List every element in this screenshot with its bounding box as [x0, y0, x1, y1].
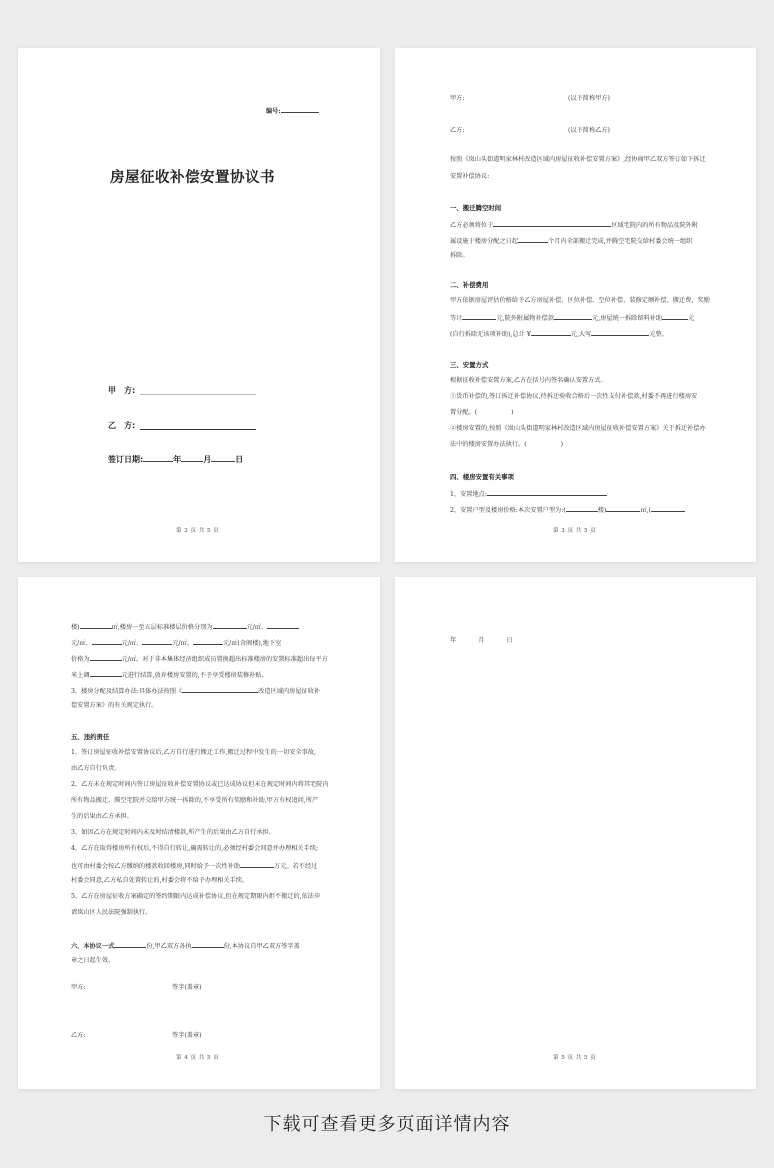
blank	[92, 637, 122, 645]
date-line	[450, 636, 513, 645]
s2-l2-a: 等计	[450, 315, 463, 322]
sign-party-a: 甲方:	[71, 984, 86, 991]
s3-line-1: 根据征收补偿安置方案,乙方在括号内签名确认安置方式。	[450, 377, 607, 384]
s3-l3-a: 置分配。(	[450, 409, 478, 416]
s4-l2-b: 楼)	[597, 507, 607, 514]
s3-line-3	[450, 408, 514, 417]
p3-line-3	[71, 653, 328, 664]
s5-line-9: 村委会同意,乙方私自处置转让的,村委会将不给予办理相关手续。	[71, 877, 249, 884]
p3-l1-a: 楼)	[71, 624, 80, 631]
s3-l5-b: )	[560, 441, 564, 448]
blank	[606, 504, 640, 512]
party-b-label: 乙 方:	[108, 421, 136, 430]
blank	[240, 860, 274, 868]
s5-line-6: 3、如因乙方在规定时间内未及时结清楼款,所产生的后果由乙方自行承担。	[71, 829, 275, 836]
blank	[662, 312, 688, 320]
intro-line-2: 安置补偿协议:	[450, 173, 490, 180]
month-blank	[181, 453, 203, 462]
blank	[114, 940, 146, 948]
month-label: 月	[203, 455, 212, 464]
s3-line-2: ①货币补偿的,签订拆迁补偿协议,待拆迁验收合格后一次性支付补偿款,村委不再进行楼房安	[450, 393, 698, 400]
s1-line-3: 拆除。	[450, 252, 469, 259]
s5-line-10: 5、乙方在房屋征收方案确定的签约期限内达成补偿协议,但在规定期限内拒不搬迁的,依法申	[71, 893, 321, 900]
p3-line-4	[71, 669, 268, 680]
s4-line-2	[450, 504, 685, 515]
blank	[531, 328, 571, 336]
agreement-page-4	[18, 577, 380, 1089]
p3-l4-a: 米上调	[71, 672, 90, 679]
blank	[90, 669, 122, 677]
year-label: 年	[450, 637, 457, 644]
s5-line-2: 由乙方自行负责。	[71, 765, 121, 772]
blank	[554, 312, 592, 320]
year-blank	[143, 453, 173, 462]
blank	[651, 504, 685, 512]
s5-line-4: 所有物品搬迁、腾空宅院并交给甲方统一拆除的,不享受所有奖励和补助,甲方有权追问,所产	[71, 797, 319, 804]
month-label: 月	[478, 637, 485, 644]
s2-l3-b: 元,大写	[570, 331, 592, 338]
s2-l3-c: 元整。	[649, 331, 668, 338]
sign-party-a-label: 签字(盖章)	[172, 984, 202, 991]
s2-l2-d: 元	[688, 315, 695, 322]
p3-l2-b: 元/㎡、	[121, 640, 143, 647]
section-3-title: 三、安置方式	[450, 361, 489, 369]
blank	[213, 621, 247, 629]
document-title: 房屋征收补偿安置协议书	[110, 170, 275, 186]
s2-l2-b: 元,院外附属物补偿款	[496, 315, 555, 322]
s3-l5-a: 法中的楼房安置办法执行。(	[450, 441, 527, 448]
day-blank	[211, 453, 235, 462]
s1-l2-b: 个月内全部搬迁完成,并腾空宅院交给村委会统一组织	[548, 238, 693, 245]
s4-l1: 1、安置地点:	[450, 491, 487, 498]
day-label: 日	[235, 455, 244, 464]
agreement-page-3	[395, 48, 756, 562]
p3-l3-a: 价格为	[71, 656, 90, 663]
party-b-line	[140, 429, 256, 430]
s5-l8-b: 万元。若不经过	[274, 863, 318, 870]
section-2-title: 二、补偿费用	[450, 281, 489, 289]
s6-c: 份,本协议自甲乙双方签字盖	[223, 943, 300, 950]
blank	[182, 685, 258, 693]
s6-line-1	[71, 940, 300, 951]
intro-line-1: 按照《岚山头街道明家林村改造区域内房屋征收补偿安置方案》,经协商甲乙双方签订如下拆迁	[450, 156, 706, 163]
party-a-label: 甲 方:	[108, 386, 136, 395]
s3-line-5	[450, 440, 563, 449]
s4-l2-a: 2、安置户型及楼房价格:本次安置户型为:(	[450, 507, 566, 514]
s5-line-3: 2、乙方未在规定时间内签订房屋征收补偿安置协议或已达成协议但未在规定时间内将其宅院内	[71, 781, 329, 788]
s5-l8-a: 也可由村委会按乙方缴纳的楼款收回楼房,同时给予一次性补助	[71, 863, 241, 870]
s1-l2-a: 属设施于楼房分配之日起	[450, 238, 519, 245]
cover-page	[18, 48, 380, 562]
blank	[591, 328, 649, 336]
party-a-note: (以下简称甲方)	[568, 95, 610, 102]
p3-l1-c: 元/㎡、	[246, 624, 268, 631]
s3-line-4: ②楼房安置的,按照《岚山头街道明家林村改造区域内房屋征收补偿安置方案》关于拆迁补偿办	[450, 425, 706, 432]
blank	[80, 621, 112, 629]
p3-l2-c: 元/㎡、	[172, 640, 193, 647]
s1-line-1	[450, 219, 698, 230]
p3-line-1	[71, 621, 299, 632]
blank	[518, 235, 548, 243]
day-label: 日	[506, 637, 513, 644]
party-a-line	[140, 394, 256, 395]
s2-line-3	[450, 328, 668, 339]
party-a-line: 甲方:	[450, 95, 465, 102]
blank	[462, 312, 496, 320]
s6-b: 份,甲乙双方各执	[146, 943, 192, 950]
s2-l3-a: (自行拆除无该项补助),总计 ¥	[450, 331, 531, 338]
page-footer: 第 3 页 共 5 页	[553, 528, 597, 534]
p3-l5-a: 3、楼房分配及结算办法:具体办法按照《	[71, 688, 183, 695]
blank	[267, 621, 299, 629]
s1-line-2	[450, 235, 692, 246]
sign-date	[108, 453, 243, 465]
blank	[487, 488, 607, 496]
s2-line-1: 甲方依据房屋评估价格给予乙方房屋补偿、区位补偿、空位补偿、装修定额补偿、搬迁费、奖励	[450, 297, 710, 304]
blank	[193, 637, 223, 645]
s5-line-8	[71, 860, 317, 871]
s1-l1-a: 乙方必须将位于	[450, 222, 494, 229]
number-blank	[281, 105, 319, 113]
page-footer: 第 4 页 共 5 页	[176, 1055, 220, 1061]
p3-line-5	[71, 685, 320, 696]
p3-line-6: 偿安置方案》的有关规定执行。	[71, 702, 158, 709]
number-field	[266, 105, 319, 116]
p3-l2-a: 元/㎡、	[71, 640, 92, 647]
s6-line-2: 章之日起生效。	[71, 957, 115, 964]
s6-a: 六、本协议一式	[71, 943, 115, 950]
p3-l5-b: 改造区域内房屋征收补	[258, 688, 321, 695]
section-5-title: 五、违约责任	[71, 733, 110, 741]
page-footer: 第 5 页 共 5 页	[553, 1055, 597, 1061]
blank	[493, 219, 611, 227]
date-label: 签订日期:	[108, 455, 144, 464]
sign-party-b-label: 签字(盖章)	[172, 1032, 202, 1039]
s5-line-5: 生的后果由乙方承担。	[71, 813, 133, 820]
s5-line-11: 请岚山区人民法院强制执行。	[71, 909, 152, 916]
blank	[566, 504, 598, 512]
s3-l3-b: )	[511, 409, 514, 416]
party-b-line: 乙方:	[450, 127, 465, 134]
year-label: 年	[173, 455, 182, 464]
blank	[142, 637, 172, 645]
number-label: 编号:	[266, 108, 281, 115]
s5-line-7: 4、乙方在取得楼房所有权后,不得自行转让,确需转让的,必须经村委会同意并办理相关手续;	[71, 845, 319, 852]
p3-l3-b: 元/㎡。对于非本集体经济组织成员置换超出标准楼房的安置标准超出每平方	[121, 656, 328, 663]
party-b-note: (以下简称乙方)	[568, 127, 610, 134]
p3-line-2	[71, 637, 281, 648]
page-footer: 第 2 页 共 5 页	[176, 528, 220, 534]
s2-line-2	[450, 312, 694, 323]
s2-l2-c: 元,房屋统一拆除留料补助	[592, 315, 663, 322]
p3-l1-b: ㎡,楼房一至五层标准楼层价格分别为	[111, 624, 213, 631]
s1-l1-b: 区域宅院内的所有物品及院外附	[611, 222, 698, 229]
section-1-title: 一、搬迁腾空时间	[450, 204, 502, 212]
download-caption: 下载可查看更多页面详情内容	[263, 1114, 511, 1135]
p3-l2-d: 元/㎡(含阁楼),地下室	[222, 640, 282, 647]
s4-l2-c: ㎡,(	[640, 507, 651, 514]
agreement-page-5	[395, 577, 756, 1089]
sign-party-b: 乙方:	[71, 1032, 86, 1039]
s5-line-1: 1、签订房屋征收补偿安置协议后,乙方自行进行搬迁工作,搬迁过程中发生的一切安全事故,	[71, 749, 316, 756]
p3-l4-b: 元进行结算,放弃楼房安置的,不予享受楼房装修补贴。	[121, 672, 268, 679]
s4-line-1	[450, 488, 607, 499]
section-4-title: 四、楼房安置有关事项	[450, 473, 514, 481]
blank	[192, 940, 224, 948]
blank	[90, 653, 122, 661]
